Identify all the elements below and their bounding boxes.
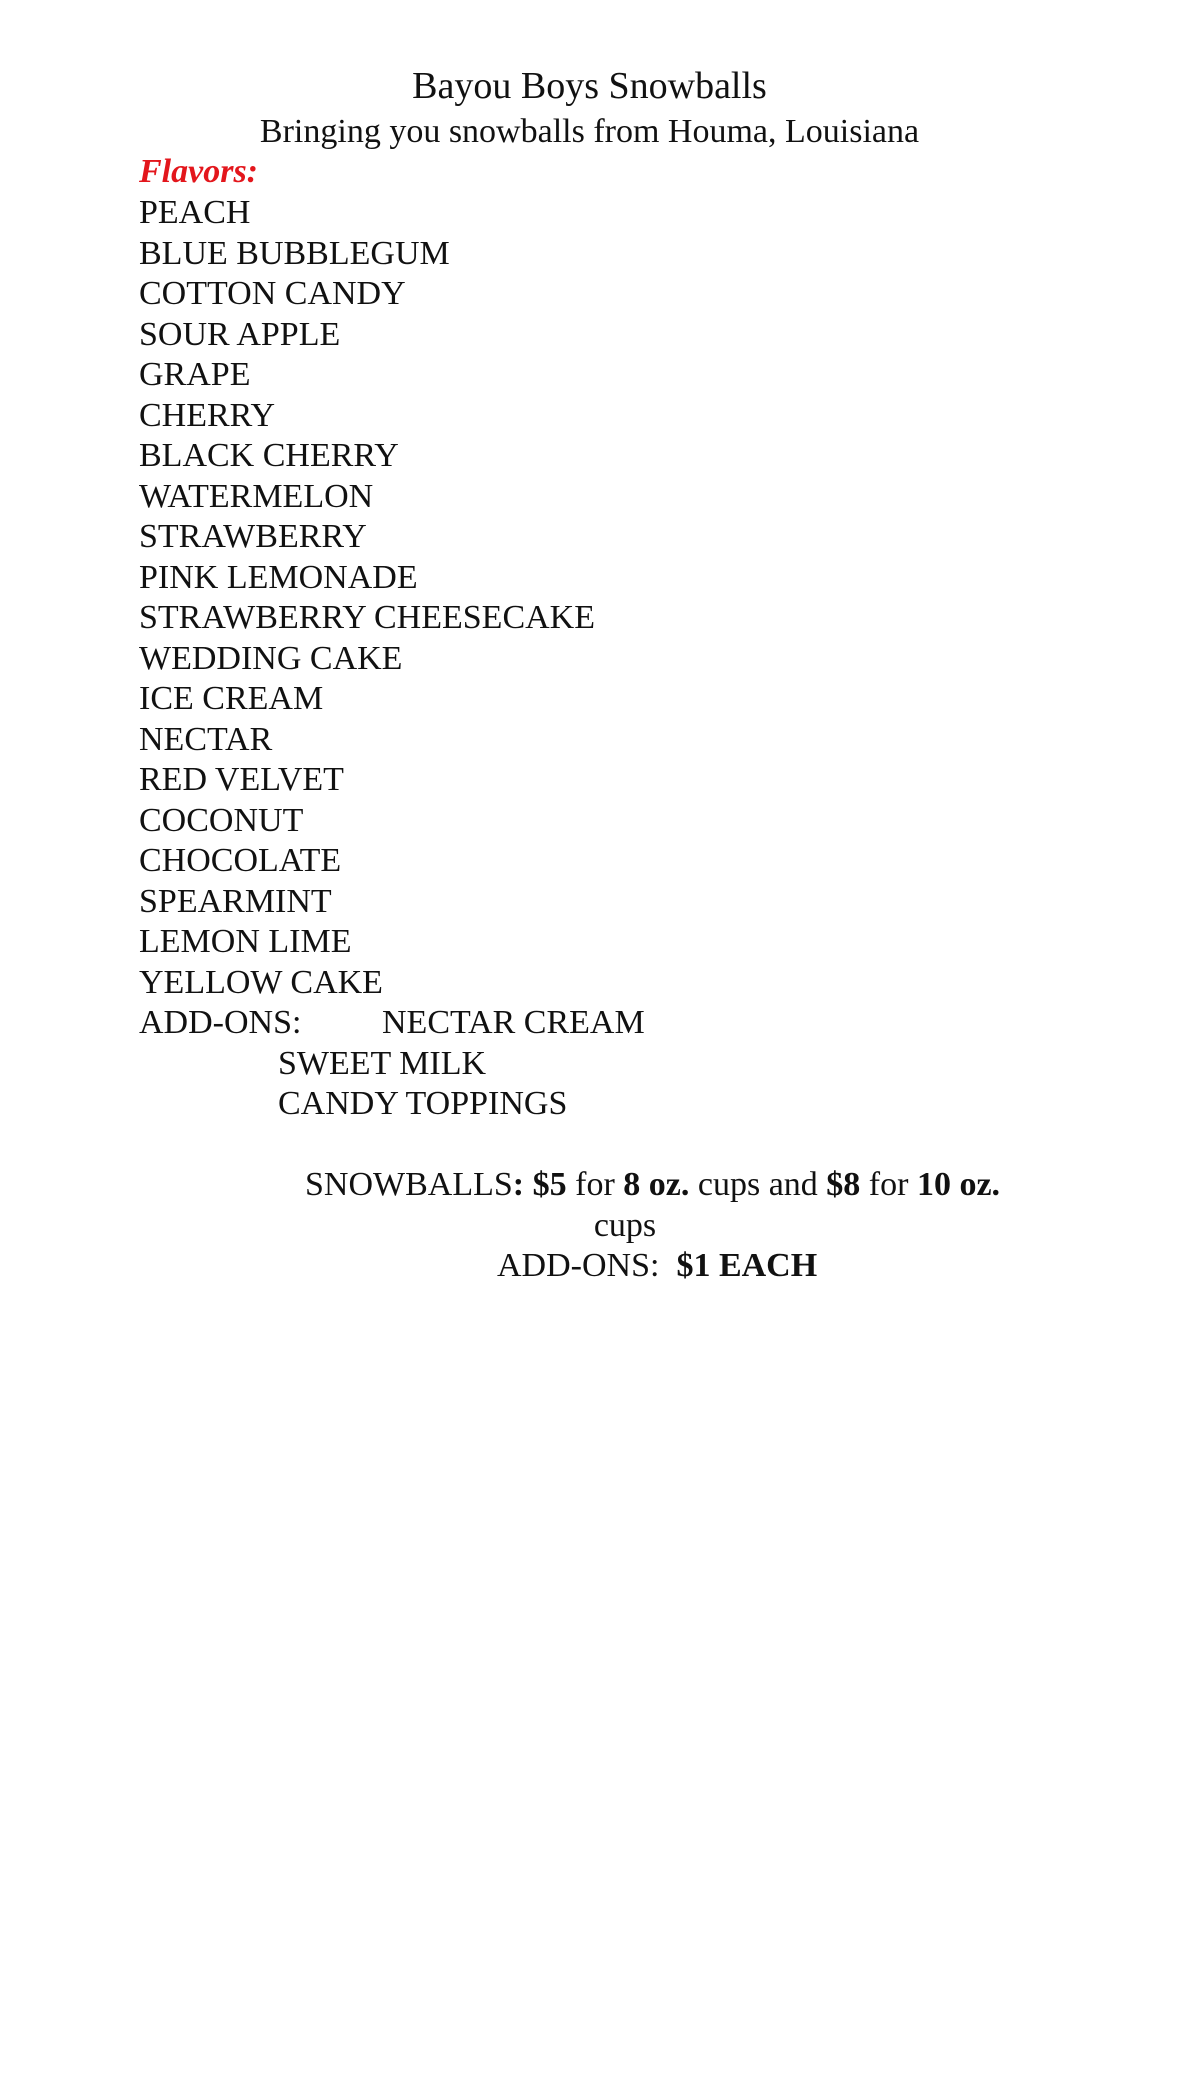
for-text: for [575, 1166, 615, 1203]
flavor-item: RED VELVET [139, 761, 344, 798]
flavor-item: WEDDING CAKE [139, 639, 403, 677]
flavor-item: COTTON CANDY [139, 275, 406, 312]
addon-item: SWEET MILK [278, 1044, 487, 1082]
flavor-item: BLUE BUBBLEGUM [139, 234, 450, 272]
flavor-item: SPEARMINT [139, 882, 332, 920]
flavor-item: BLACK CHERRY [139, 437, 399, 474]
size-small: 8 oz. [623, 1166, 690, 1203]
size-large: 10 oz. [916, 1166, 1001, 1203]
snowballs-label: SNOWBALLS [305, 1166, 513, 1203]
flavor-item: WATERMELON [139, 477, 374, 515]
flavor-item: PEACH [139, 194, 251, 231]
flavor-item: GRAPE [139, 356, 251, 393]
price-large: $8 [826, 1166, 861, 1203]
flavor-item: YELLOW CAKE [139, 963, 383, 1001]
flavor-item: STRAWBERRY CHEESECAKE [139, 599, 595, 636]
flavor-item: STRAWBERRY [139, 518, 367, 555]
flavors-heading: Flavors: [139, 153, 258, 190]
flavor-item: CHOCOLATE [139, 842, 342, 879]
flavor-item: ICE CREAM [139, 680, 324, 717]
price-small: $5 [532, 1166, 567, 1203]
addons-price: $1 EACH [676, 1247, 818, 1284]
flavor-list [139, 193, 595, 1003]
flavor-item: COCONUT [139, 801, 304, 839]
flavor-item: LEMON LIME [139, 923, 352, 960]
flavor-item: PINK LEMONADE [139, 558, 418, 596]
cups-and-text: cups and [697, 1166, 818, 1203]
addon-item: NECTAR CREAM [382, 1004, 645, 1041]
for-text: for [868, 1166, 909, 1203]
page-title: Bayou Boys Snowballs [412, 65, 767, 107]
cups-text: cups [593, 1206, 657, 1244]
snowball-price-line [305, 1165, 1000, 1206]
snowballs-colon: : [512, 1166, 525, 1203]
page-subtitle: Bringing you snowballs from Houma, Louisiana [259, 113, 920, 150]
addons-label: ADD-ONS: [139, 1004, 302, 1041]
flavor-item: CHERRY [139, 396, 276, 434]
flavor-item: NECTAR [139, 720, 273, 758]
addons-price-line [497, 1246, 817, 1287]
flavor-item: SOUR APPLE [139, 315, 341, 353]
addon-item: CANDY TOPPINGS [278, 1085, 568, 1122]
addons-price-label: ADD-ONS: [497, 1247, 660, 1284]
